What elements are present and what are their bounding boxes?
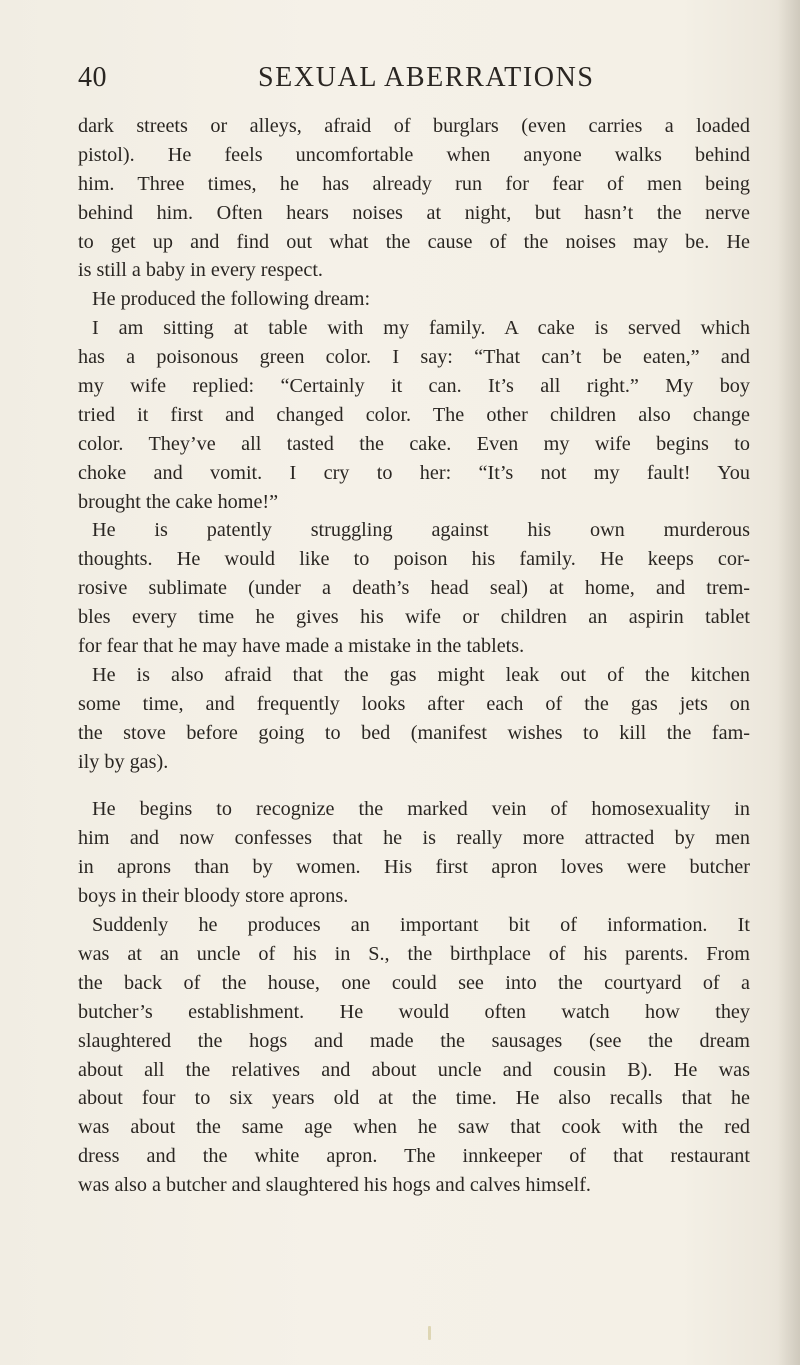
text-line: him. Three times, he has already run for fear of men being: [78, 172, 750, 195]
paragraph: [78, 285, 750, 314]
text-line: I am sitting at table with my family. A cake is served which: [92, 317, 750, 340]
paragraph: [78, 795, 750, 911]
text-line: in aprons than by women. His first apron loves were butcher: [78, 856, 750, 879]
text-line: Suddenly he produces an important bit of information. It: [92, 914, 750, 937]
text-line: him and now confesses that he is really more attracted by men: [78, 827, 750, 850]
text-line: bles every time he gives his wife or children an aspirin tablet: [78, 606, 750, 629]
text-line: choke and vomit. I cry to her: “It’s not my fault! You: [78, 461, 750, 484]
text-line: thoughts. He would like to poison his family. He keeps cor-: [78, 548, 750, 571]
paragraph: [78, 112, 750, 285]
paper-speck: [428, 1326, 431, 1340]
text-line: dark streets or alleys, afraid of burglars (even carries a loaded: [78, 115, 750, 137]
text-line: the back of the house, one could see into the courtyard of a: [78, 971, 750, 994]
text-line: has a poisonous green color. I say: “That can’t be eaten,” and: [78, 346, 750, 369]
paragraph: [78, 911, 750, 1200]
text-line: boys in their bloody store aprons.: [78, 885, 349, 908]
page-edge-shadow: [778, 0, 800, 1365]
text-line: was at an uncle of his in S., the birthplace of his parents. From: [78, 942, 750, 965]
text-line: was about the same age when he saw that cook with the red: [78, 1116, 750, 1139]
page-header: [0, 62, 800, 102]
paragraph: [78, 661, 750, 777]
section-break: [78, 776, 750, 795]
text-line: color. They’ve all tasted the cake. Even my wife begins to: [78, 432, 750, 455]
text-line: tried it first and changed color. The other children also change: [78, 403, 750, 426]
text-line: is still a baby in every respect.: [78, 259, 323, 282]
text-line: about all the relatives and about uncle and cousin B). He was: [78, 1058, 750, 1081]
text-line: rosive sublimate (under a death’s head seal) at home, and trem-: [78, 577, 750, 600]
text-line: to get up and find out what the cause of the noises may be. He: [78, 230, 750, 253]
text-line: butcher’s establishment. He would often watch how they: [78, 1000, 750, 1023]
text-line: dress and the white apron. The innkeeper of that restaurant: [78, 1145, 750, 1168]
text-line: He is also afraid that the gas might leak out of the kitchen: [92, 663, 750, 686]
text-line: some time, and frequently looks after each of the gas jets on: [78, 692, 750, 715]
text-line: He produced the following dream:: [92, 288, 371, 311]
text-line: ily by gas).: [78, 750, 169, 773]
text-line: behind him. Often hears noises at night, but hasn’t the nerve: [78, 201, 750, 224]
text-line: slaughtered the hogs and made the sausages (see the dream: [78, 1029, 750, 1052]
text-line: He begins to recognize the marked vein of homosexuality in: [92, 798, 750, 821]
text-line: was also a butcher and slaughtered his hogs and calves himself.: [78, 1174, 591, 1197]
paragraph: [78, 314, 750, 516]
paragraph: [78, 516, 750, 660]
text-line: pistol). He feels uncomfortable when anyone walks behind: [78, 143, 750, 166]
text-line: for fear that he may have made a mistake in the tablets.: [78, 635, 525, 658]
text-line: He is patently struggling against his own murderous: [92, 519, 750, 542]
text-line: the stove before going to bed (manifest wishes to kill the fam-: [78, 721, 750, 744]
body-text: [78, 112, 750, 1200]
text-line: about four to six years old at the time. He also recalls that he: [78, 1087, 750, 1110]
text-line: my wife replied: “Certainly it can. It’s all right.” My boy: [78, 375, 750, 398]
running-head: SEXUAL ABERRATIONS: [258, 62, 595, 93]
text-line: brought the cake home!”: [78, 490, 279, 513]
page-number: 40: [78, 62, 107, 93]
